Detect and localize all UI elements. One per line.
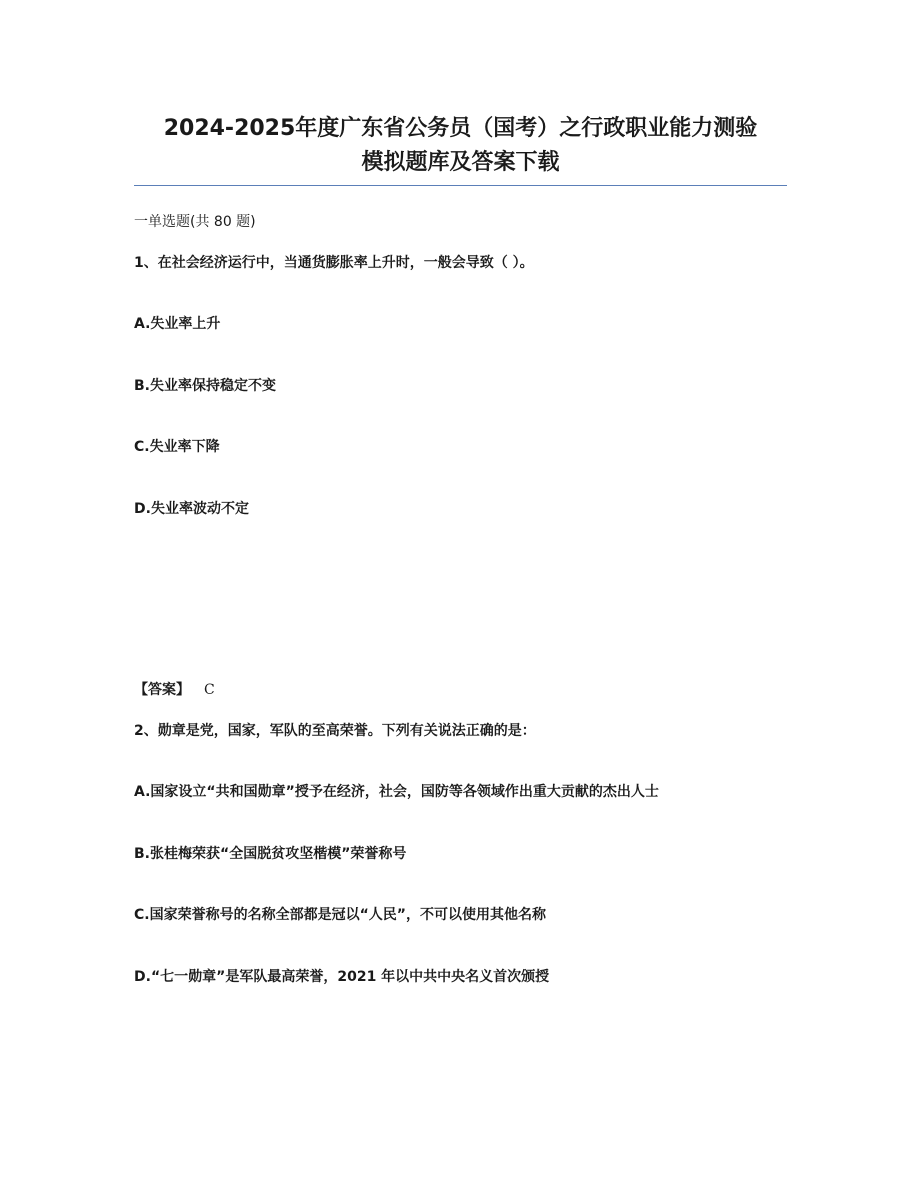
- question-1-option-a: A.失业率上升: [134, 316, 221, 332]
- title-line-2: 模拟题库及答案下载: [361, 150, 560, 175]
- question-2-option-b: B.张桂梅荣获“全国脱贫攻坚楷模”荣誉称号: [134, 846, 407, 862]
- question-2-option-a: A.国家设立“共和国勋章”授予在经济，社会，国防等各领域作出重大贡献的杰出人士: [134, 784, 659, 800]
- document-title: [134, 112, 787, 180]
- question-2-option-c: C.国家荣誉称号的名称全部都是冠以“人民”，不可以使用其他名称: [134, 907, 546, 923]
- question-2-option-d: D.“七一勋章”是军队最高荣誉，2021 年以中共中央名义首次颁授: [134, 969, 550, 985]
- question-1-option-b: B.失业率保持稳定不变: [134, 378, 276, 394]
- title-line-1: 2024-2025年度广东省公务员（国考）之行政职业能力测验: [163, 116, 758, 141]
- question-1-answer: [134, 680, 215, 700]
- question-2-stem: 2、勋章是党，国家，军队的至高荣誉。下列有关说法正确的是：: [134, 723, 536, 739]
- question-1-option-d: D.失业率波动不定: [134, 501, 249, 517]
- question-1-stem: 1、在社会经济运行中，当通货膨胀率上升时，一般会导致（ ）。: [134, 255, 534, 271]
- question-1-option-c: C.失业率下降: [134, 439, 220, 455]
- answer-value: C: [204, 682, 215, 698]
- section-heading: 一单选题(共 80 题): [134, 214, 256, 230]
- title-divider: [134, 185, 787, 186]
- answer-label: 【答案】: [134, 682, 190, 698]
